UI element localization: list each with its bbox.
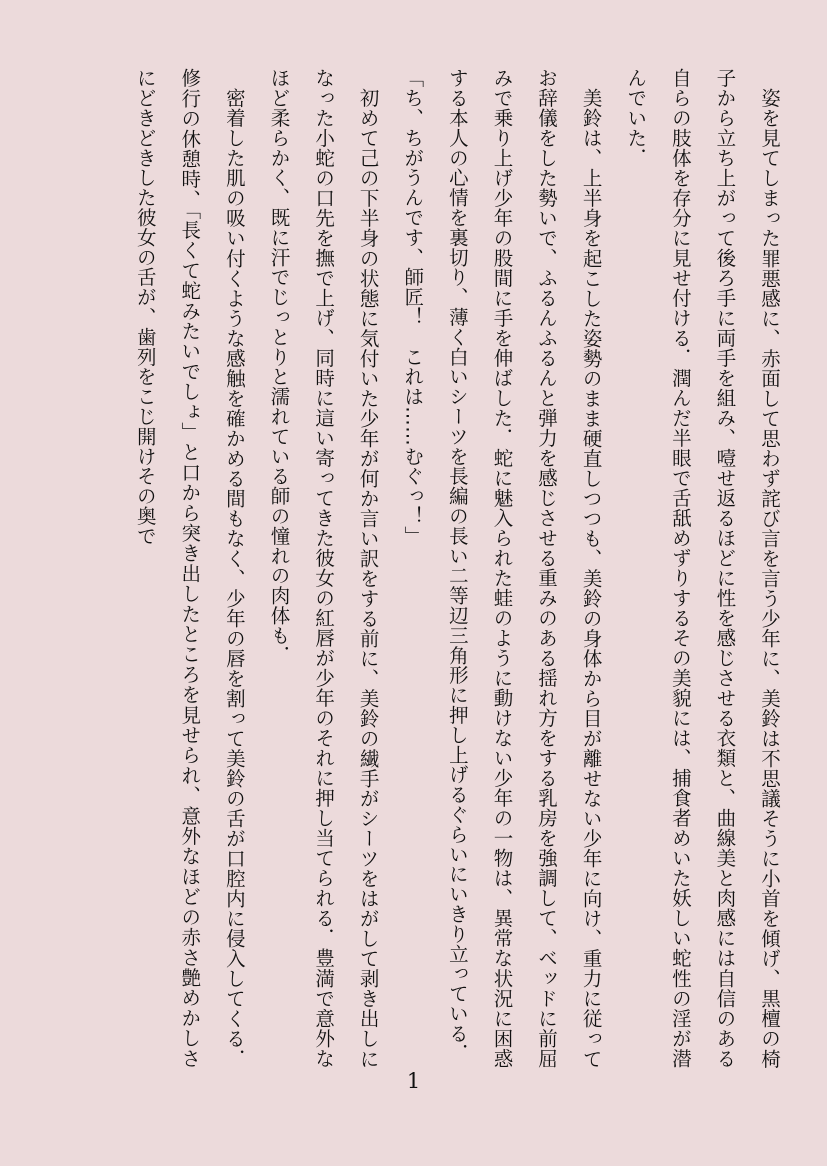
- paragraph-4: 密着した肌の吸い付くような感触を確かめる間もなく、少年の唇を割って美鈴の舌が口腔内に侵入してくる．修行の休憩時、「長くて蛇みたいでしょ」と口から突き出したところを見せられ、意外なほどの赤さ艶めかしさにどきどきした彼女の舌が、歯列をこじ開けその奥で: [133, 68, 246, 1068]
- paragraph-3: 初めて己の下半身の状態に気付いた少年が何か言い訳をする前に、美鈴の繊手がシーツをはがして剥き出しになった小蛇の口先を撫で上げ、同時に這い寄ってきた彼女の紅唇が少年のそれに押し当てられる．豊満で意外なほど柔らかく、既に汗でじっとりと濡れている師の憧れの肉体も．: [267, 68, 380, 1068]
- dialogue-line: 「ち、ちがうんです、師匠！ これは……むぐっ！」: [401, 68, 425, 546]
- paragraph-2: 美鈴は、上半身を起こした姿勢のまま硬直しつつも、美鈴の身体から目が離せない少年に向け、重力に従ってお辞儀をした勢いで、ふるんふるんと弾力を感じさせる重みのある揺れ方をする乳房を強調して、ベッドに前屈みで乗り上げ少年の股間に手を伸ばした．蛇に魅入られた蛙のように動けない少年の一物は、異常な状況に困惑する本人の心情を裏切り、薄く白いシーツを長編の長い二等辺三角形に押し上げるぐらいにいきり立っている．: [445, 68, 603, 1068]
- paragraph-1: 姿を見てしまった罪悪感に、赤面して思わず詫び言を言う少年に、美鈴は不思議そうに小首を傾げ、黒檀の椅子から立ち上がって後ろ手に両手を組み、噎せ返るほどに性を感じさせる衣類と、曲線美と肉感には自信のある自らの肢体を存分に見せ付ける．潤んだ半眼で舌舐めずりするその美貌には、捕食者めいた妖しい蛇性の淫が潜んでいた．: [624, 68, 781, 1068]
- body-text: [31, 68, 791, 1068]
- page-number: 1: [406, 1069, 421, 1093]
